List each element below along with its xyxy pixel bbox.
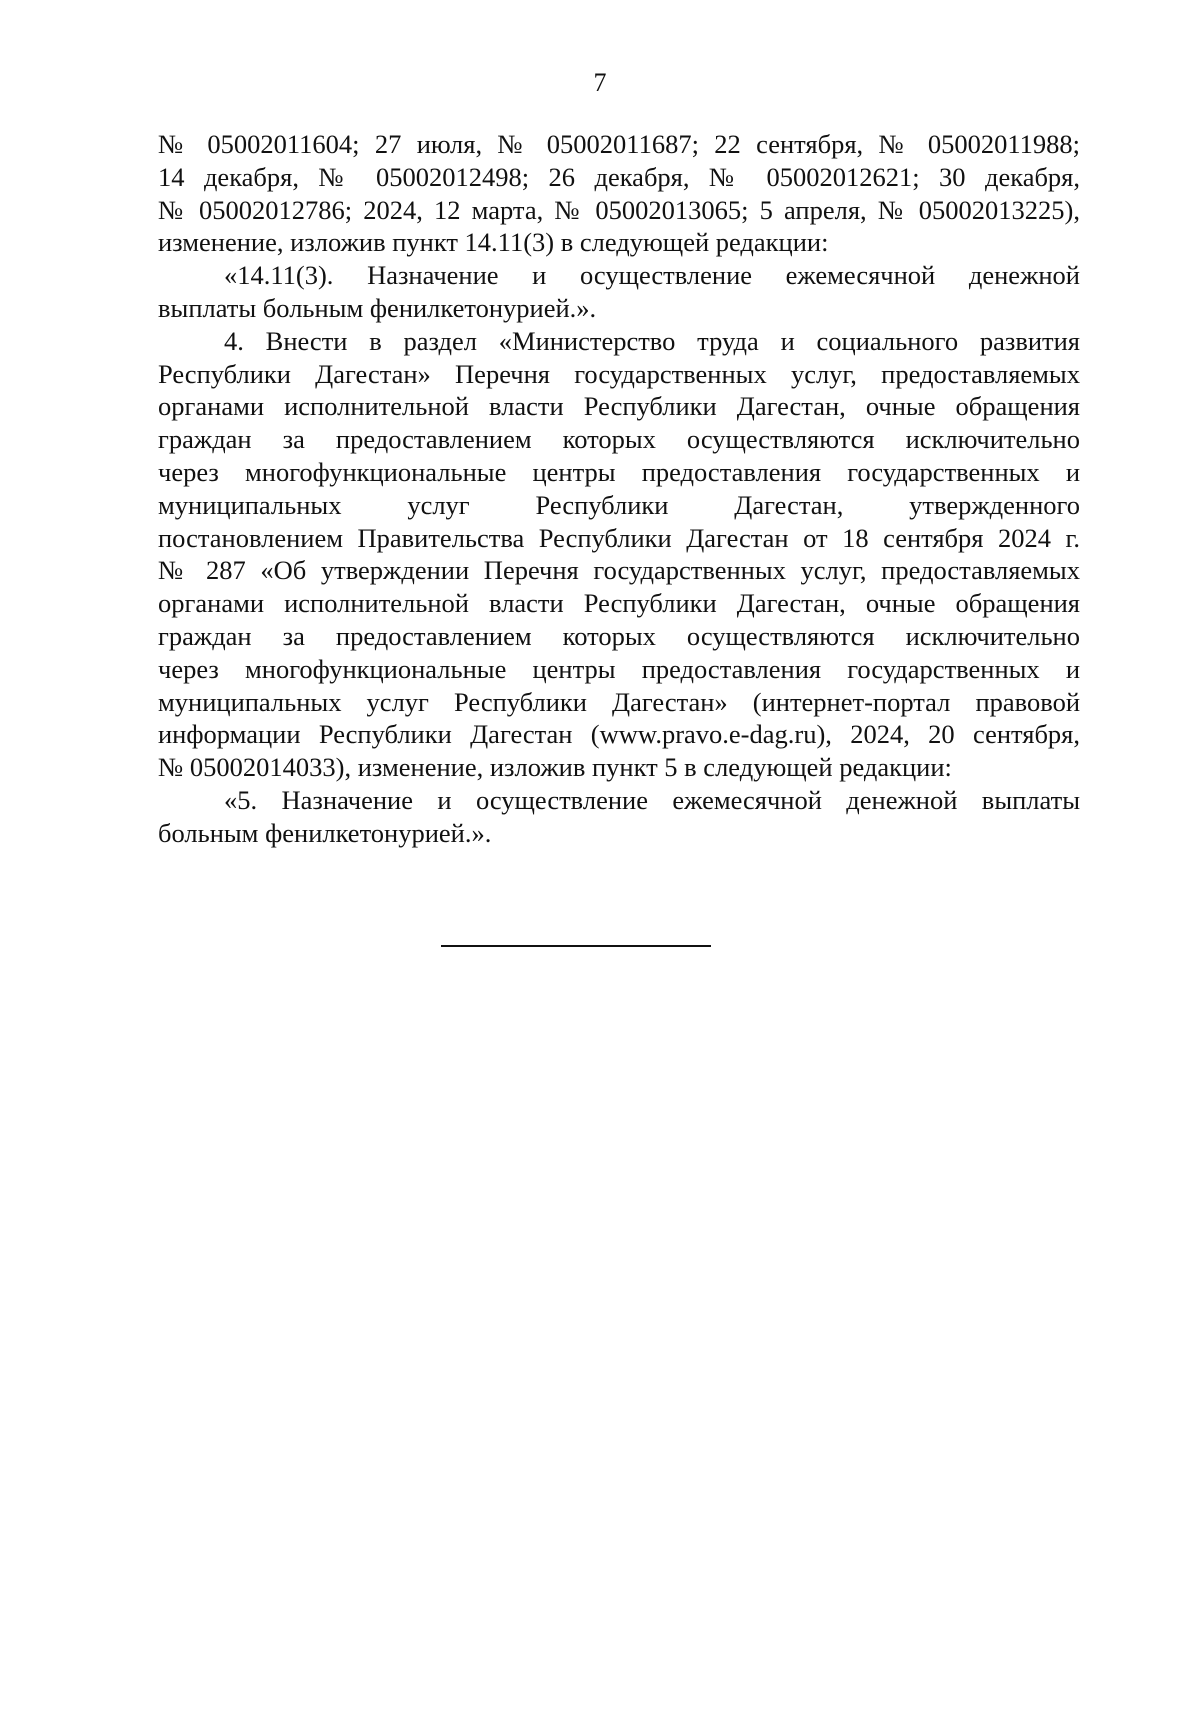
text-line: граждан за предоставлением которых осуществляются исключительно (158, 620, 1080, 651)
text-line: органами исполнительной власти Республики Дагестан, очные обращения (158, 588, 1080, 619)
text-line: № 287 «Об утверждении Перечня государственных услуг, предоставляемых (158, 555, 1080, 586)
text-line: больным фенилкетонурией.». (158, 817, 492, 848)
text-line: 14 декабря, № 05002012498; 26 декабря, № 05002012621; 30 декабря, (158, 161, 1080, 192)
page-number: 7 (593, 68, 607, 97)
text-line: информации Республики Дагестан (www.pravo.e-dag.ru), 2024, 20 сентября, (158, 719, 1080, 750)
text-line: «5. Назначение и осуществление ежемесячной денежной выплаты (224, 784, 1080, 815)
text-line: граждан за предоставлением которых осуществляются исключительно (158, 424, 1080, 455)
end-separator-line (441, 945, 711, 947)
paragraph-point-4 (158, 325, 1080, 784)
paragraph-item-14-11-3 (158, 259, 1080, 325)
text-line: постановлением Правительства Республики Дагестан от 18 сентября 2024 г. (158, 522, 1080, 553)
text-line: через многофункциональные центры предоставления государственных и (158, 653, 1080, 684)
text-line: выплаты больным фенилкетонурией.». (158, 292, 597, 323)
text-line: 4. Внести в раздел «Министерство труда и социального развития (224, 325, 1080, 356)
text-line: муниципальных услуг Республики Дагестан, утвержденного (158, 489, 1080, 520)
text-line: изменение, изложив пункт 14.11(3) в следующей редакции: (158, 227, 829, 258)
text-line: Республики Дагестан» Перечня государственных услуг, предоставляемых (158, 358, 1080, 389)
text-line: органами исполнительной власти Республики Дагестан, очные обращения (158, 391, 1080, 422)
document-body (158, 128, 1080, 850)
text-line: через многофункциональные центры предоставления государственных и (158, 456, 1080, 487)
paragraph-item-5 (158, 784, 1080, 850)
text-line: № 05002011604; 27 июля, № 05002011687; 22 сентября, № 05002011988; (158, 129, 1080, 159)
text-line: № 05002012786; 2024, 12 марта, № 05002013065; 5 апреля, № 05002013225), (158, 194, 1080, 225)
text-line: № 05002014033), изменение, изложив пункт 5 в следующей редакции: (158, 752, 952, 783)
paragraph-amendment-sources (158, 128, 1080, 259)
text-line: «14.11(3). Назначение и осуществление ежемесячной денежной (224, 260, 1080, 291)
text-line: муниципальных услуг Республики Дагестан» (интернет-портал правовой (158, 686, 1080, 717)
